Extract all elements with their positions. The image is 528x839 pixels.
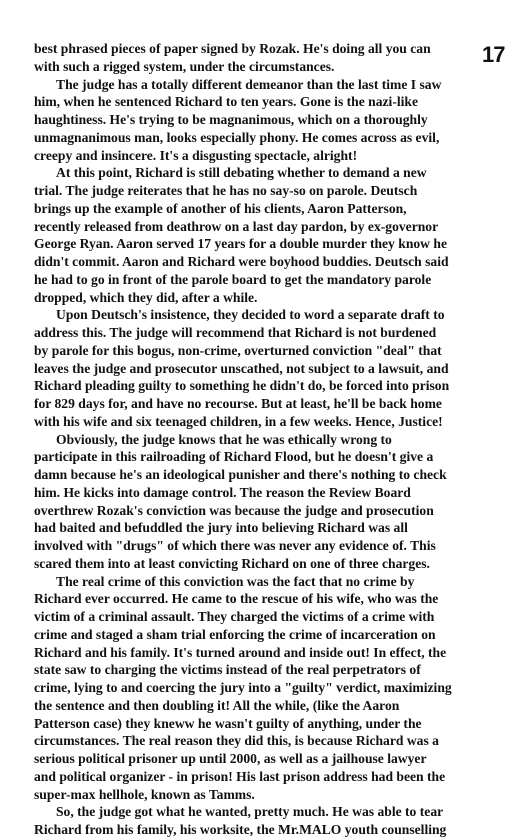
text-line: Richard and his family. It's turned around and inside out! In effect, the [34,644,447,660]
text-line: crime, lying to and coercing the jury into a "guilty" verdict, maximizing [34,680,452,695]
text-line: didn't commit. Aaron and Richard were boyhood buddies. Deutsch said [34,254,449,269]
text-line: scared them into at least convicting Richard on one of three charges. [34,555,430,571]
text-line: address this. The judge will recommend that Richard is not burdened [34,325,437,340]
text-line: Richard from his family, his worksite, the Mr.MALO youth counselling [34,822,447,837]
text-line: and political organizer - in prison! His last prison address had been the [34,768,446,784]
text-line: victim of a criminal assault. They charged the victims of a crime with [34,609,435,624]
text-line: unmagnanimous man, looks especially phony. He comes across as evil, [34,129,440,145]
document-body [34,40,474,839]
text-line: by parole for this bogus, non-crime, overturned conviction "deal" that [34,342,442,358]
text-line: leaves the judge and prosecutor unscathed, not subject to a lawsuit, and [34,360,449,376]
text-line: dropped, which they did, after a while. [34,289,258,305]
text-line: Obviously, the judge knows that he was ethically wrong to [56,431,392,447]
text-line: The judge has a totally different demeanor than the last time I saw [56,76,442,92]
text-line: serious political prisoner up until 2000, as well as a jailhouse lawyer [34,751,427,766]
text-line: recently released from deathrow on a last day pardon, by ex-governor [34,218,439,234]
text-line: Richard ever occurred. He came to the rescue of his wife, who was the [34,591,439,607]
text-line: The real crime of this conviction was the fact that no crime by [56,573,415,589]
text-line: him, when he sentenced Richard to ten years. Gone is the nazi-like [34,94,419,110]
text-line: for 829 days for, and have no recourse. But at least, he'll be back home [34,396,442,411]
text-line: with such a rigged system, under the circumstances. [34,58,335,74]
text-line: state saw to charging the victims instead of the real perpetrators of [34,662,421,678]
text-line: super-max hellhole, known as Tamms. [34,786,255,802]
text-line: involved with "drugs" of which there was never any evidence of. This [34,538,436,553]
text-line: he had to go in front of the parole board to get the mandatory parole [34,271,432,287]
text-line: creepy and insincere. It's a disgusting spectacle, alright! [34,147,358,163]
text-line: him. He kicks into damage control. The reason the Review Board [34,484,411,500]
text-line: haughtiness. He's trying to be magnanimous, which on a thoroughly [34,112,428,127]
text-line: trial. The judge reiterates that he has no say-so on parole. Deutsch [34,183,418,198]
text-line: Upon Deutsch's insistence, they decided to word a separate draft to [56,307,445,323]
text-line: So, the judge got what he wanted, pretty much. He was able to tear [56,804,444,820]
text-line: George Ryan. Aaron served 17 years for a double murder they know he [34,236,447,252]
text-line: crime and staged a sham trial enforcing the crime of incarceration on [34,626,436,642]
page-number: 17 [482,42,505,67]
text-line: overthrew Rozak's conviction was because the judge and prosecution [34,502,434,518]
text-line: with his wife and six teenaged children, in a few weeks. Hence, Justice! [34,413,443,429]
text-line: brings up the example of another of his clients, Aaron Patterson, [34,200,407,216]
text-line: At this point, Richard is still debating whether to demand a new [56,165,427,181]
text-line: participate in this railroading of Richard Flood, but he doesn't give a [34,449,434,465]
text-line: damn because he's an ideological punisher and there's nothing to check [34,467,447,482]
text-line: Richard pleading guilty to something he didn't do, be forced into prison [34,378,450,394]
text-line: Patterson case) they kneww he wasn't guilty of anything, under the [34,715,422,731]
text-line: best phrased pieces of paper signed by Rozak. He's doing all you can [34,41,431,56]
text-line: had baited and befuddled the jury into believing Richard was all [34,520,408,536]
text-line: circumstances. The real reason they did this, is because Richard was a [34,733,439,749]
text-line: the sentence and then doubling it! All the while, (like the Aaron [34,697,400,713]
